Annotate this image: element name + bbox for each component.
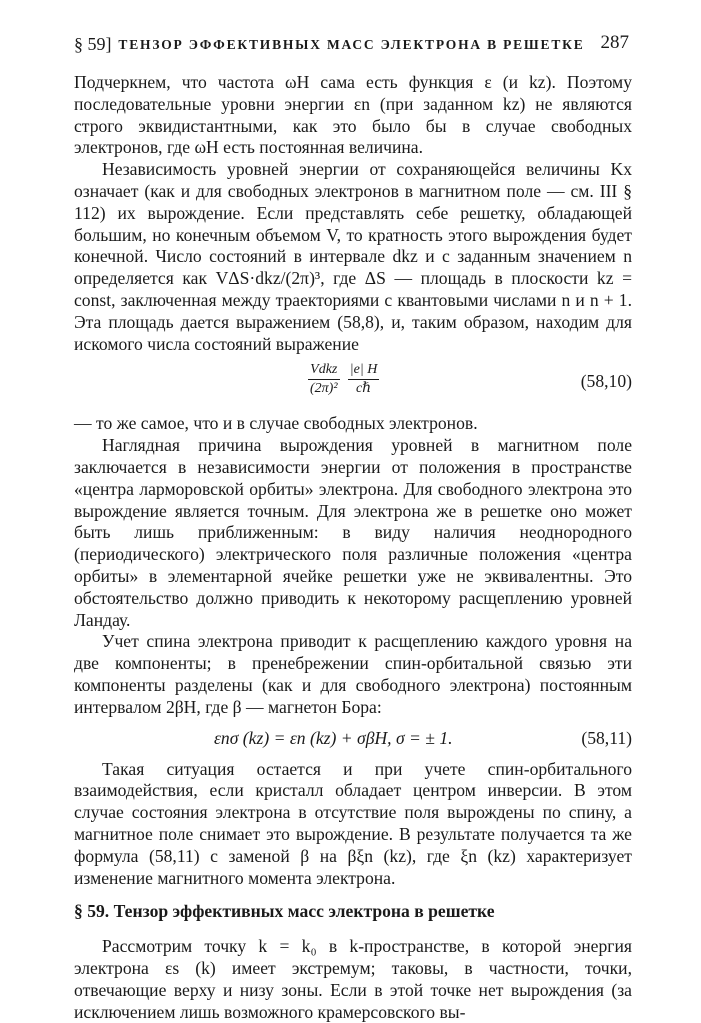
fraction-1-denominator: (2π)² xyxy=(310,381,338,397)
fraction-2-denominator: cℏ xyxy=(355,381,372,397)
fraction-2-numerator: |e| H xyxy=(348,361,380,380)
formula-58-10-body xyxy=(308,361,383,398)
formula-58-11 xyxy=(74,719,632,759)
running-header xyxy=(74,30,629,56)
fraction-2 xyxy=(348,361,380,398)
fraction-1-numerator: Vdkz xyxy=(308,361,340,380)
header-section-ref: § 59] xyxy=(74,34,112,54)
paragraph-3: — то же самое, что и в случае свободных электронов. xyxy=(74,413,478,434)
paragraph-5: Учет спина электрона приводит к расщеплению каждого уровня на две компоненты; в пренебрежении спин-орбитальной связью эти компоненты разделены (как и для свободного электрона) постоянным интервалом 2βH, где β — магнетон Бора: xyxy=(74,631,632,717)
formula-58-10 xyxy=(74,355,632,413)
paragraph-4: Наглядная причина вырождения уровней в магнитном поле заключается в независимости энергии от положения в пространстве «центра ларморовской орбиты» электрона. Для свободного электрона это вырождение является точным. Для электрона же в решетке оно может быть лишь приближенным: в виду наличия неоднородного (периодического) электрического поля различные положения «центра орбиты» в элементарной ячейке решетки уже не эквивалентны. Это обстоятельство должно приводить к некоторому расщеплению уровней Ландау. xyxy=(74,435,632,630)
page-number: 287 xyxy=(600,32,629,53)
paragraph-7: Рассмотрим точку k = k₀ в k-пространстве, в которой энергия электрона εs (k) имеет экстремум; таковы, в частности, точки, отвечающие верху и низу зоны. Если в этой точке нет вырождения (за исключением лишь возможного крамерсовского вы- xyxy=(74,936,632,1022)
paragraph-6: Такая ситуация остается и при учете спин-орбитального взаимодействия, если кристалл обладает центром инверсии. В этом случае состояния электрона в отсутствие поля вырождены по спину, а магнитное поле снимает это вырождение. В результате получается та же формула (58,11) с заменой β на βξn (kz), где ξn (kz) характеризует изменение магнитного момента электрона. xyxy=(74,758,632,888)
equation-number-58-10: (58,10) xyxy=(580,371,632,392)
section-heading: § 59. Тензор эффективных масс электрона в решетке xyxy=(74,901,495,922)
fraction-1 xyxy=(308,361,340,398)
paragraph-1: Подчеркнем, что частота ωH сама есть функция ε (и kz). Поэтому последовательные уровни энергии εn (при заданном kz) не являются строго эквидистантными, как это было бы в случае свободных электронов, где ωH есть постоянная величина. xyxy=(74,72,632,158)
section-heading-wrap xyxy=(74,889,632,936)
header-title: ТЕНЗОР ЭФФЕКТИВНЫХ МАСС ЭЛЕКТРОНА В РЕШЕТКЕ xyxy=(118,37,585,52)
formula-58-11-body: εnσ (kz) = εn (kz) + σβH, σ = ± 1. xyxy=(214,727,453,748)
page-body xyxy=(74,72,632,1023)
paragraph-2: Независимость уровней энергии от сохраняющейся величины Kx означает (как и для свободных электронов в магнитном поле — см. III § 112) их вырождение. Если представлять себе решетку, обладающей большим, но конечным объемом V, то кратность этого вырождения будет конечной. Число состояний в интервале dkz и с заданным значением n определяется как VΔS·dkz/(2π)³, где ΔS — площадь в плоскости kz = const, заключенная между траекториями с квантовыми числами n и n + 1. Эта площадь дается выражением (58,8), и, таким образом, находим для искомого числа состояний выражение xyxy=(74,159,632,354)
equation-number-58-11: (58,11) xyxy=(581,727,632,748)
